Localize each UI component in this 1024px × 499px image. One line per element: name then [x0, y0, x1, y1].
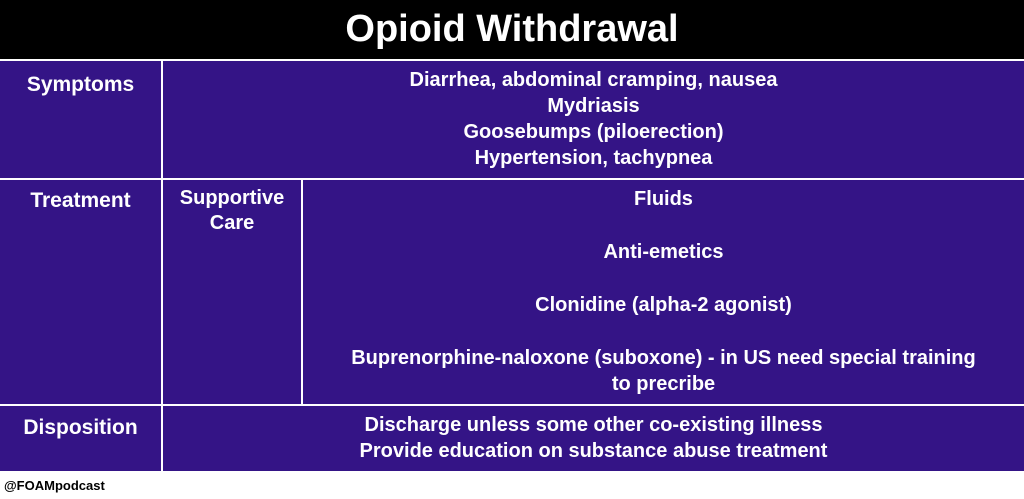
treatment-item: Fluids: [634, 188, 693, 210]
disposition-item: Discharge unless some other co-existing illness: [364, 414, 823, 436]
treatment-item: Buprenorphine-naloxone (suboxone) - in US need special training to precribe: [351, 347, 976, 395]
symptom-item: Hypertension, tachypnea: [474, 147, 713, 169]
treatment-item: Anti-emetics: [603, 241, 724, 263]
supportive-care-label: Supportive Care: [179, 187, 285, 234]
disposition-content: [163, 406, 1024, 471]
disposition-label: Disposition: [23, 416, 138, 439]
treatment-content: [303, 180, 1024, 404]
row-label-treatment: [0, 180, 161, 404]
disposition-item: Provide education on substance abuse treatment: [359, 440, 828, 462]
symptoms-label: Symptoms: [26, 73, 135, 96]
treatment-label: Treatment: [30, 189, 131, 212]
treatment-sublabel-cell: [163, 180, 301, 404]
footer-handle: @FOAMpodcast: [4, 478, 105, 493]
treatment-item: Clonidine (alpha-2 agonist): [535, 294, 792, 316]
row-label-disposition: [0, 406, 161, 471]
row-label-symptoms: [0, 61, 161, 178]
symptom-item: Goosebumps (piloerection): [463, 121, 724, 143]
symptom-item: Mydriasis: [547, 95, 640, 117]
symptom-item: Diarrhea, abdominal cramping, nausea: [409, 69, 778, 91]
page-title: Opioid Withdrawal: [0, 0, 1024, 59]
symptoms-content: [163, 61, 1024, 178]
